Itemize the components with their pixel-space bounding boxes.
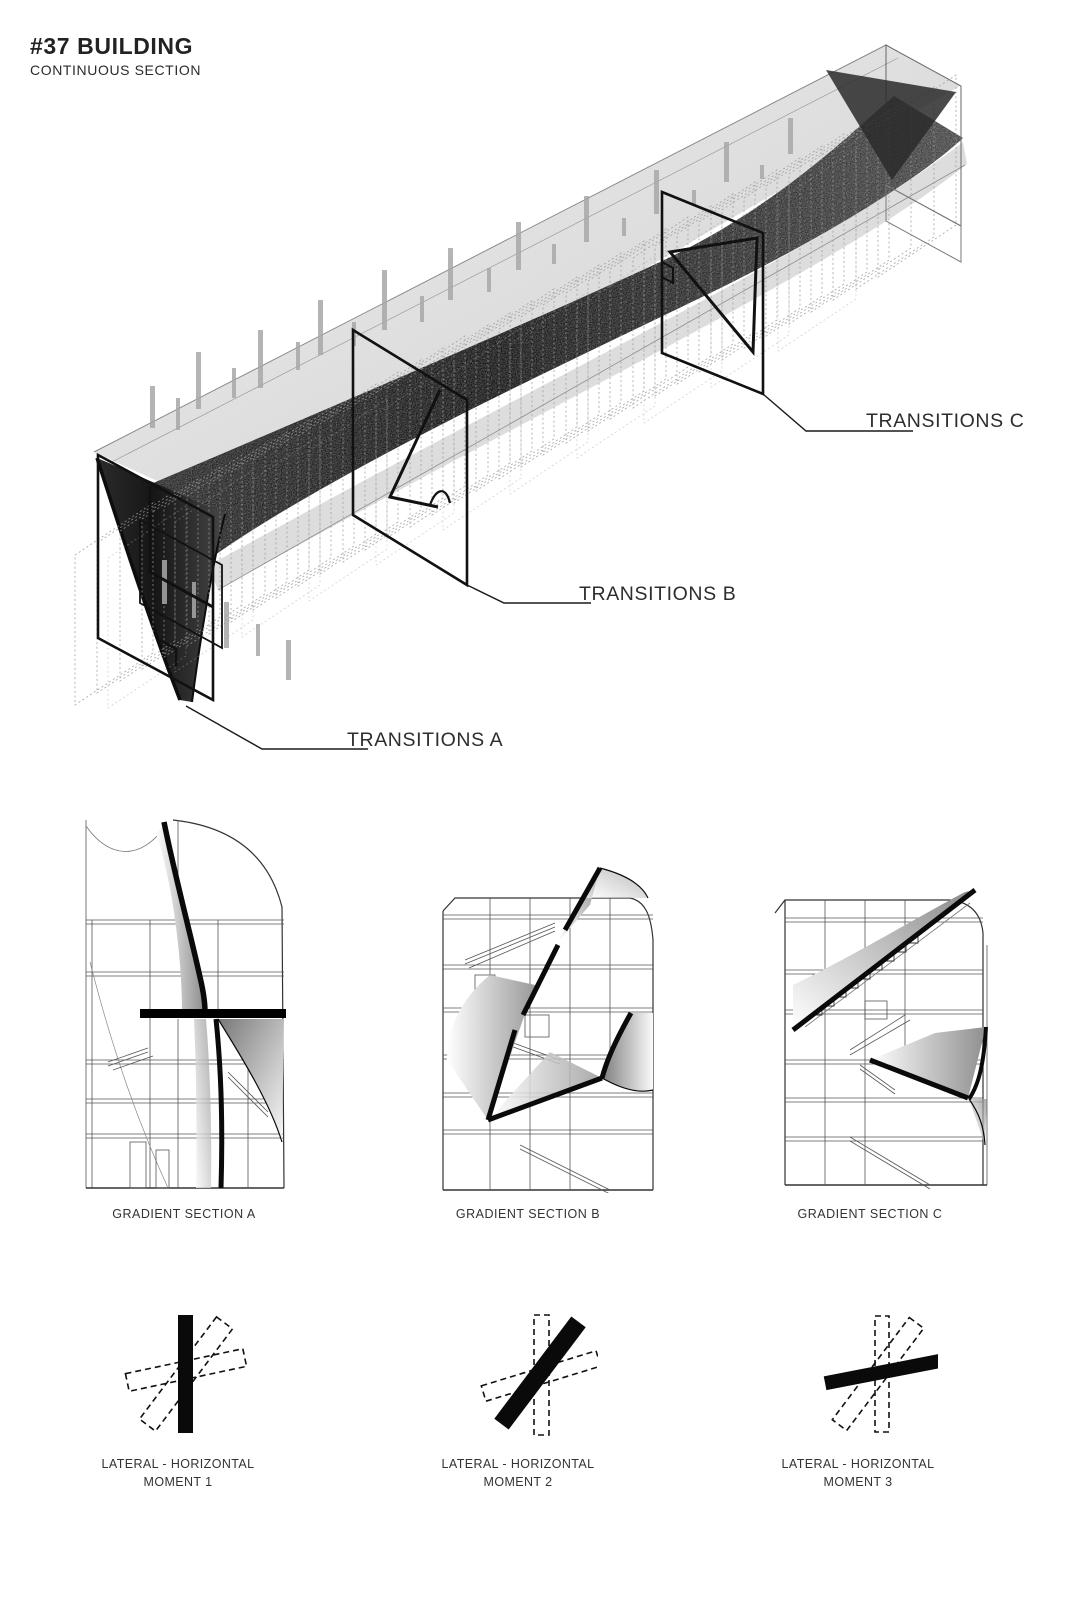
gradient-section-a-label: GRADIENT SECTION A [112,1207,256,1221]
transitions-b-label: TRANSITIONS B [579,583,737,605]
transitions-c-label: TRANSITIONS C [866,410,1025,432]
moment-2-solid-bar [494,1316,585,1429]
leader-line-b [467,585,591,603]
moment-1-diagram [98,1285,258,1445]
dark-band [118,96,963,562]
moment-1-solid-bar [178,1315,193,1433]
section-c-bold-curves [793,890,986,1145]
moment-3-label [748,1455,968,1491]
membrane-surface [94,45,960,512]
moment-3-label-line2: MOMENT 3 [823,1475,893,1490]
transitions-a-label: TRANSITIONS A [347,729,504,751]
section-b-gradient-roof [585,868,648,898]
section-a-gradient-left [156,824,205,1010]
gradient-section-a-drawing [78,812,290,1192]
moment-2-label-line2: MOMENT 2 [483,1475,553,1490]
page-subtitle: CONTINUOUS SECTION [30,62,202,78]
section-a-gradient-lower [194,1019,211,1188]
gradient-section-b-label: GRADIENT SECTION B [455,1207,601,1221]
moment-1-label [68,1455,288,1491]
moment-1-label-line2: MOMENT 1 [143,1475,213,1490]
moment-3-solid-bar [824,1354,938,1390]
moment-2-label-line1: LATERAL - HORIZONTAL [441,1457,595,1471]
section-a-bold-curves [140,822,286,1188]
axonometric-continuous-section [0,0,1069,780]
leader-line-a [186,706,368,749]
gradient-section-c-drawing [765,855,995,1193]
section-c-gradient-mid [870,1027,986,1098]
moment-2-label [408,1455,628,1491]
moment-2-diagram [438,1285,598,1445]
moment-1-label-line1: LATERAL - HORIZONTAL [101,1457,255,1471]
gradient-section-c-label: GRADIENT SECTION C [797,1207,943,1221]
moment-3-label-line1: LATERAL - HORIZONTAL [781,1457,935,1471]
page-title: #37 BUILDING [30,33,194,59]
moment-3-diagram [778,1285,938,1445]
section-a-gradient-right [218,1019,284,1142]
gradient-section-b-drawing [435,845,675,1193]
